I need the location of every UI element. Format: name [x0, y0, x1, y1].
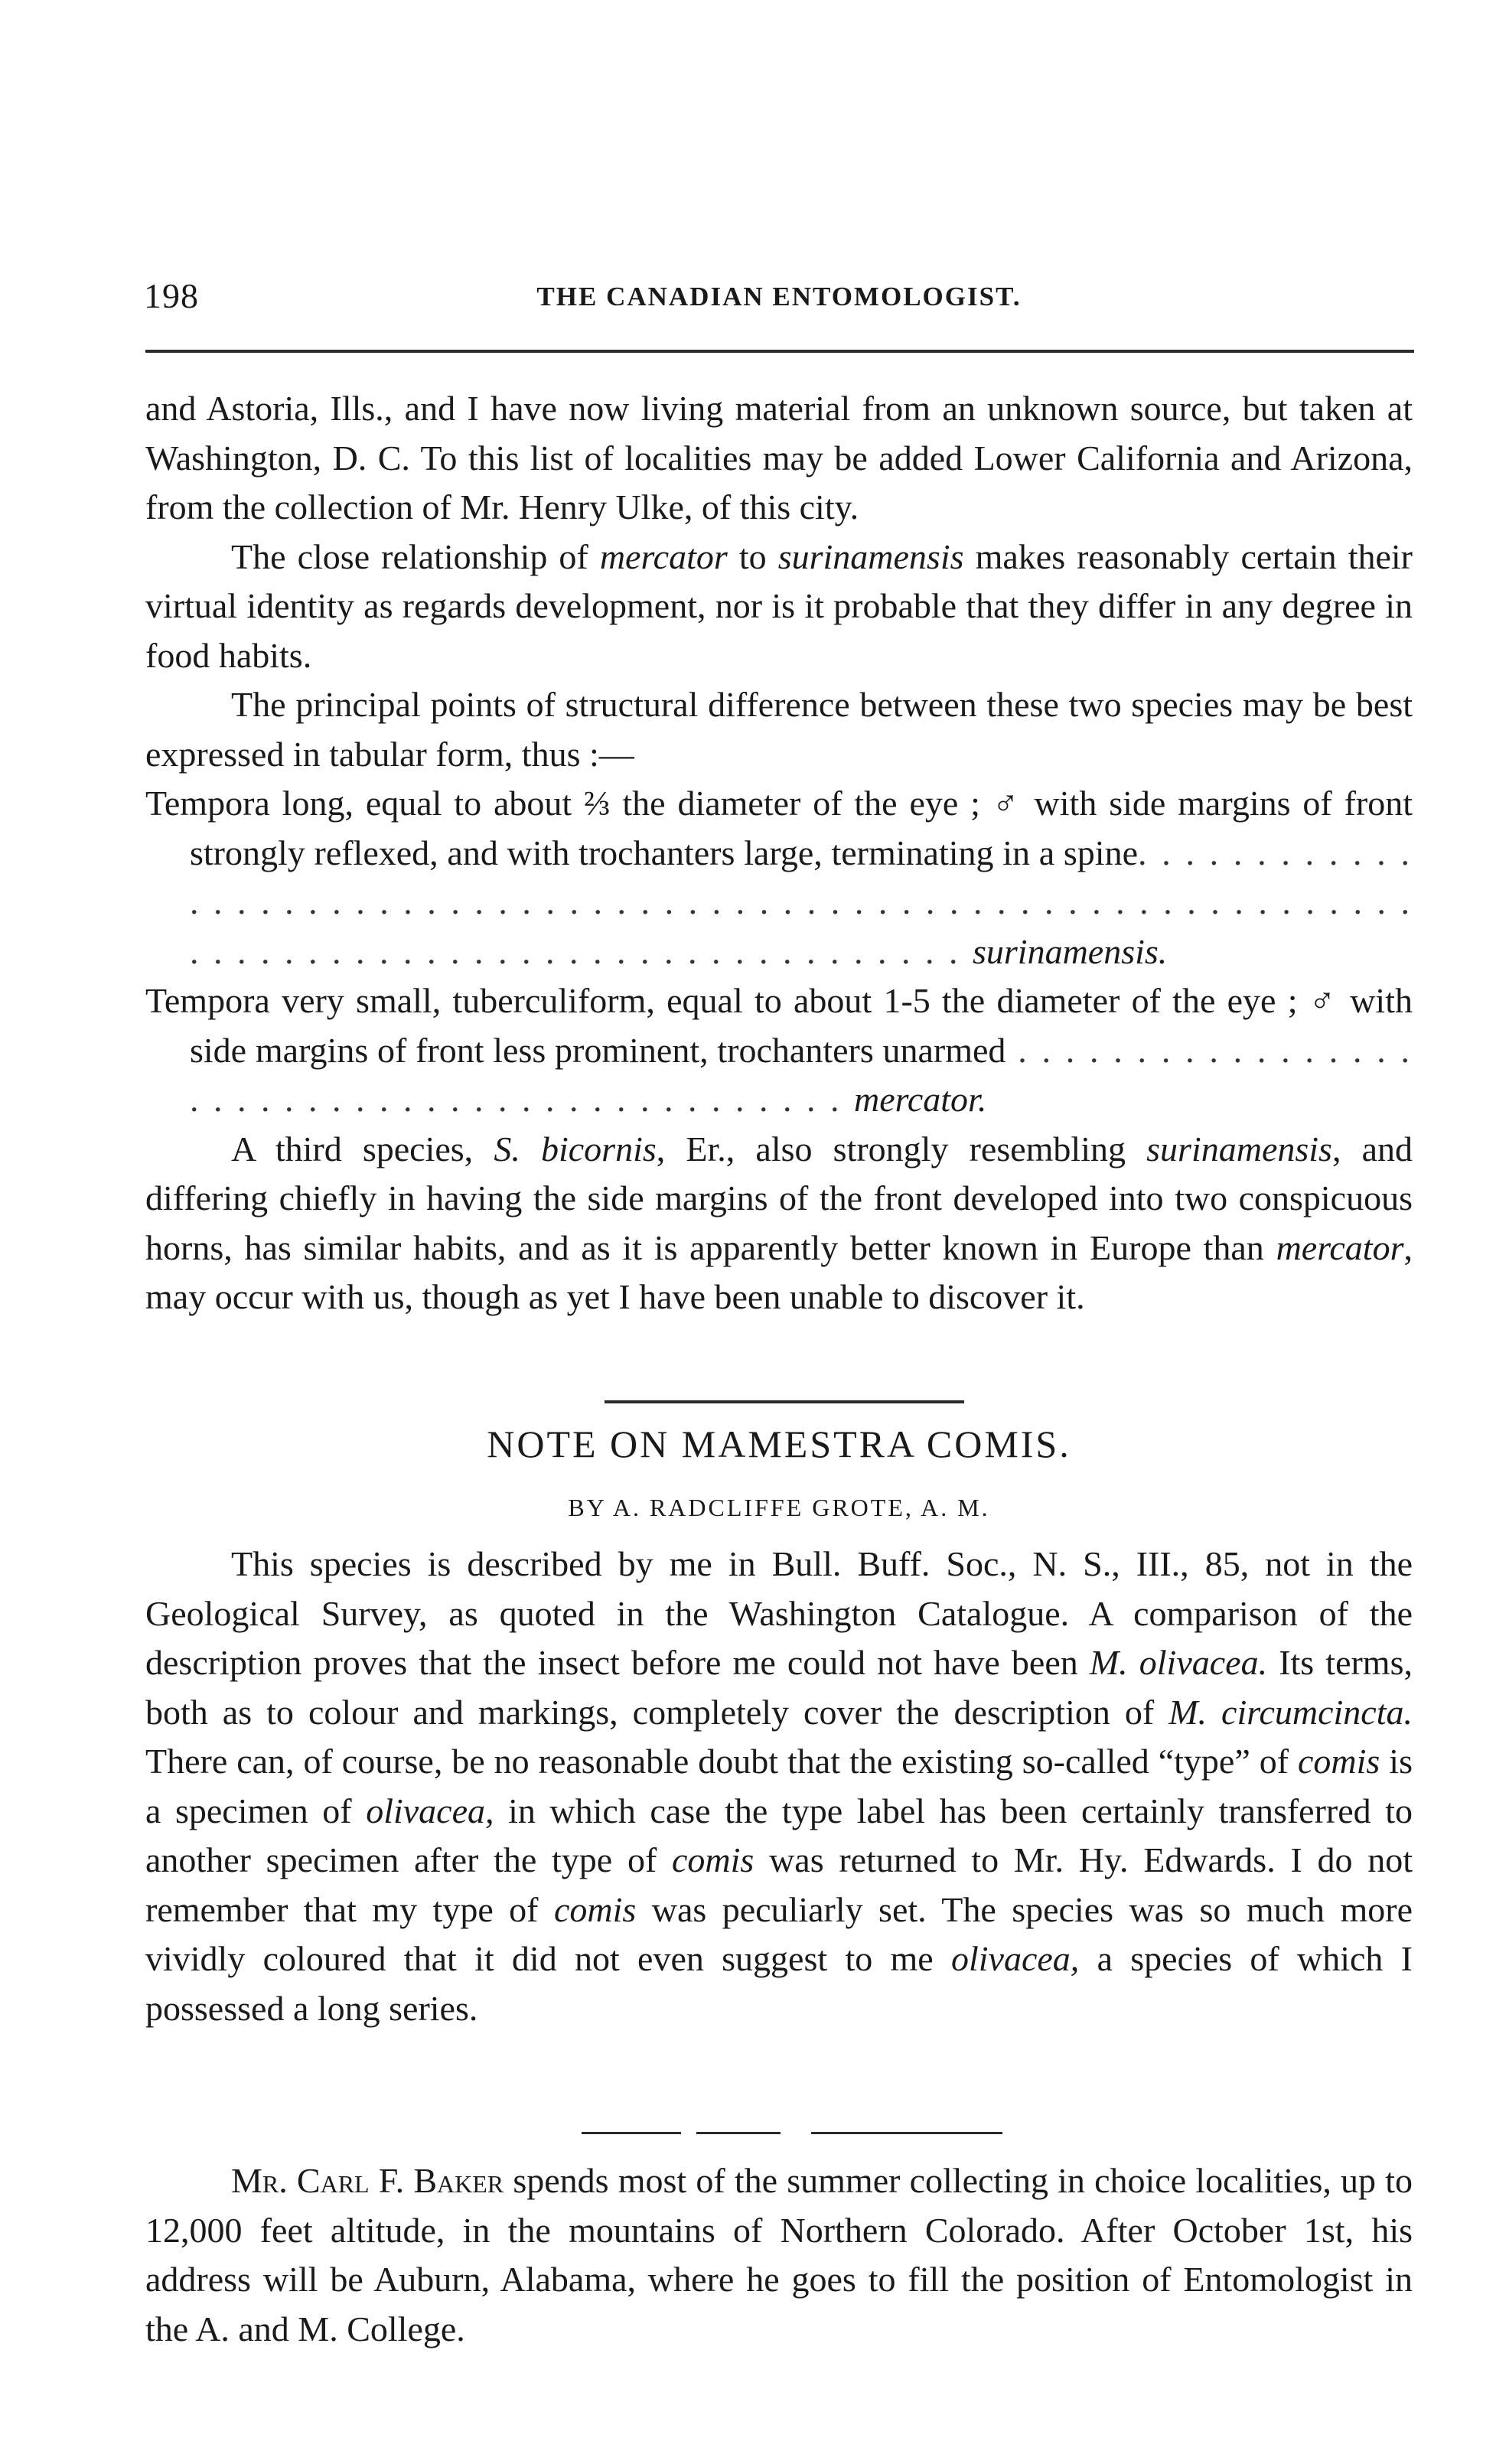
short-divider-rule-3: [811, 2132, 1002, 2134]
article-title: NOTE ON MAMESTRA COMIS.: [487, 1423, 1071, 1465]
section-divider-rule: [605, 1400, 964, 1403]
paragraph-baker-note: Mr. Carl F. Baker spends most of the summer collecting in choice localities, up to 12,000 feet altitude, in the mountains of Northern Colorado. After October 1st, his address will be Auburn, Alabama, where he goes to fill the position of Entomologist in the A. and M. College.: [145, 2161, 1413, 2348]
paragraph-mamestra: This species is described by me in Bull. Buff. Soc., N. S., III., 85, not in the Geological Survey, as quoted in the Washington Catalogue. A comparison of the description proves that the insect before me could not have been M. olivacea. Its terms, both as to colour and markings, completely cover the description of M. circumcincta. There can, of course, be no reasonable doubt that the existing so-called “type” of comis is a specimen of olivacea, in which case the type label has been certainly transferred to another specimen after the type of comis was returned to Mr. Hy. Edwards. I do not remember that my type of comis was peculiarly set. The species was so much more vividly coloured that it did not even suggest to me olivacea, a species of which I possessed a long series.: [145, 1544, 1413, 2028]
short-divider-rule-1: [582, 2132, 681, 2134]
key-entry-text: Tempora long, equal to about ⅔ the diameter of the eye ; ♂ with side margins of front strongly reflexed, and with trochanters large, terminating in a spine: [145, 784, 1413, 872]
paragraph-relationship: The close relationship of mercator to surinamensis makes reasonably certain their virtual identity as regards development, nor is it probable that they differ in any degree in food habits.: [145, 536, 1413, 675]
short-divider-rule-2: [696, 2132, 781, 2134]
running-title: THE CANADIAN ENTOMOLOGIST.: [536, 282, 1022, 311]
header-rule: [145, 350, 1414, 353]
paragraph-third-species: A third species, S. bicornis, Er., also strongly resembling surinamensis, and differing chiefly in having the side margins of the front developed into two conspicuous horns, has similar habits, and as it is apparently better known in Europe than mercator, may occur with us, though as yet I have been unable to discover it.: [145, 1129, 1413, 1316]
key-entry-result: surinamensis.: [973, 931, 1168, 971]
key-entry-result: mercator.: [854, 1080, 987, 1119]
paragraph-localities: and Astoria, Ills., and I have now living material from an unknown source, but taken at Washington, D. C. To this list of localities may be added Lower California and Arizona, from the collection of Mr. Henry Ulke, of this city.: [145, 389, 1413, 526]
news-note: [145, 2156, 1413, 2354]
section-continued-text: [145, 384, 1413, 1322]
article-byline: BY A. RADCLIFFE GROTE, A. M.: [568, 1494, 990, 1521]
key-entry-text: Tempora very small, tuberculiform, equal to about 1-5 the diameter of the eye ; ♂ with side margins of front less prominent, trochanters unarmed: [145, 981, 1413, 1070]
paragraph-structural-difference: The principal points of structural difference between these two species may be best expressed in tabular form, thus :—: [145, 685, 1413, 774]
article-body: [145, 1540, 1413, 2033]
key-entry-mercator: Tempora very small, tuberculiform, equal to about 1-5 the diameter of the eye ; ♂ with side margins of front less prominent, trochanters unarmed . . . . . . . . . . . . . . . . . . . . . . . . . . . . . . . . . . . . . . . . . . . . . mercator.: [145, 981, 1413, 1119]
page-number: 198: [144, 276, 199, 315]
person-name: Mr. Carl F. Baker: [231, 2161, 504, 2200]
page-header: [144, 275, 1414, 321]
key-entry-surinamensis: Tempora long, equal to about ⅔ the diameter of the eye ; ♂ with side margins of front strongly reflexed, and with trochanters large, terminating in a spine. . . . . . . . . . . . . . . . . . . . . . . . . . . . . . . . . . surinamensis.: [145, 779, 1413, 976]
